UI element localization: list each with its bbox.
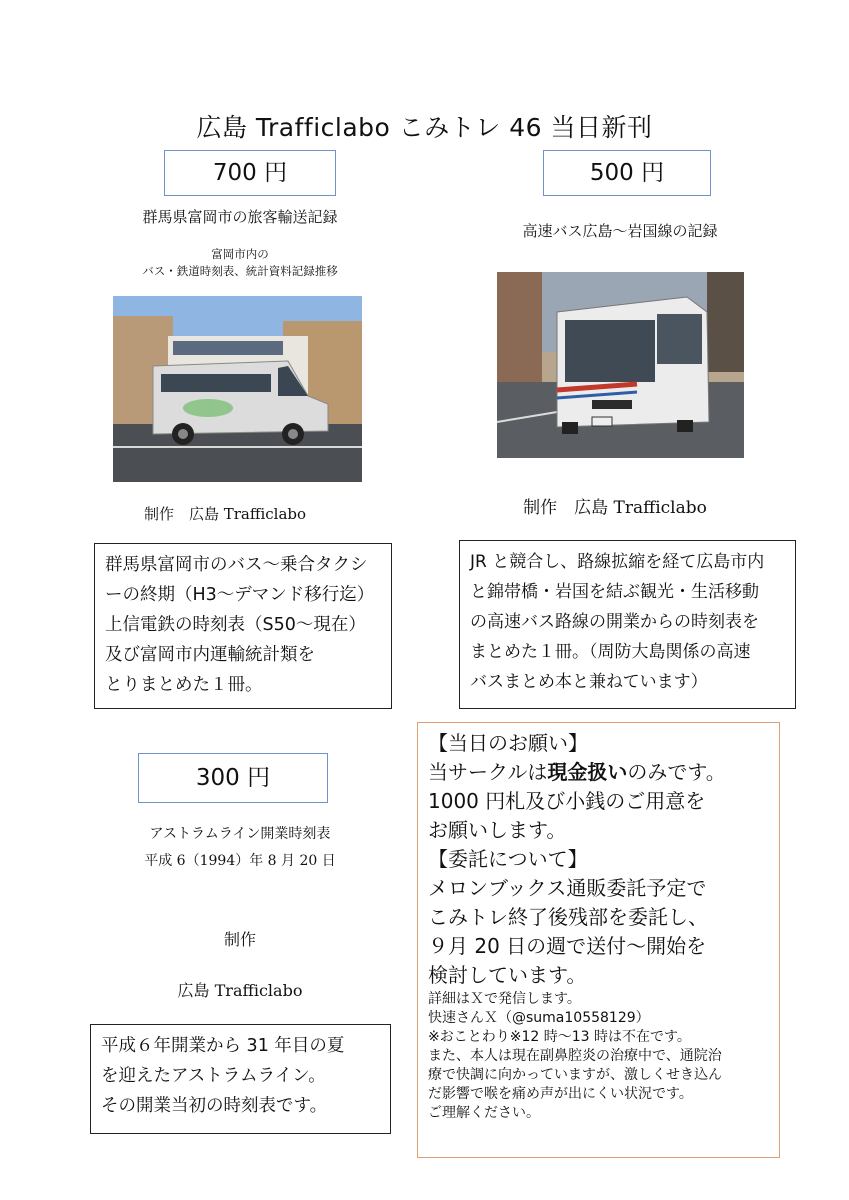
- notice-text: 当サークルは: [428, 760, 548, 784]
- item3-credit-label: 制作: [223, 930, 256, 949]
- item1-desc-line: とりまとめた１冊。: [105, 675, 263, 695]
- item2-credit: 制作 広島 Trafficlabo: [523, 498, 707, 518]
- item2-desc-line: JR と競合し、路線拡縮を経て広島市内: [470, 552, 765, 572]
- item1-subtitle-2: バス・鉄道時刻表、統計資料記録推移: [142, 264, 338, 278]
- item3-credit-name: 広島 Trafficlabo: [177, 981, 303, 1000]
- notice-line: こみトレ終了後残部を委託し、: [428, 905, 708, 929]
- price-box-700: 700 円: [164, 150, 336, 196]
- notice-cash-only: [428, 758, 769, 787]
- notice-text: のみです。: [627, 760, 726, 784]
- notice-heading-consignment: 【委託について】: [428, 847, 588, 871]
- notice-line: 1000 円札及び小銭のご用意を: [428, 789, 706, 813]
- item1-desc-line: ーの終期（H3～デマンド移行迄）: [105, 585, 375, 605]
- notice-line: ９月 20 日の週で送付～開始を: [428, 934, 707, 958]
- item3-title: アストラムライン開業時刻表: [149, 826, 331, 842]
- item2-desc-line: と錦帯橋・岩国を結ぶ観光・生活移動: [470, 582, 759, 602]
- item1-description: [94, 543, 392, 709]
- item1-title: 群馬県富岡市の旅客輸送記録: [142, 208, 338, 226]
- notice-small-line: 療で快調に向かっていますが、激しくせき込ん: [428, 1067, 722, 1083]
- notice-small-line: 詳細はＸで発信します。: [428, 991, 581, 1007]
- item3-desc-line: 平成６年開業から 31 年目の夏: [101, 1036, 345, 1056]
- item2-description: [459, 540, 796, 709]
- item1-desc-line: 群馬県富岡市のバス～乗合タクシ: [105, 555, 368, 575]
- highway-bus-photo: [497, 272, 744, 458]
- item1-credit: 制作 広島 Trafficlabo: [143, 505, 307, 523]
- notice-small-line: 快速さんＸ（@suma10558129）: [428, 1010, 650, 1026]
- notice-line: お願いします。: [428, 818, 567, 842]
- item2-desc-line: の高速バス路線の開業からの時刻表を: [470, 612, 759, 632]
- notice-heading-request: 【当日のお願い】: [428, 731, 588, 755]
- item3-desc-line: を迎えたアストラムライン。: [101, 1066, 326, 1086]
- notice-small-line: だ影響で喉を痛め声が出にくい状況です。: [428, 1086, 693, 1102]
- notice-box: [417, 722, 780, 1158]
- price-box-300: 300 円: [138, 753, 328, 803]
- price-box-500: 500 円: [543, 150, 711, 196]
- item2-title: 高速バス広島～岩国線の記録: [522, 222, 718, 240]
- page-title: 広島 Trafficlabo こみトレ 46 当日新刊: [196, 113, 653, 142]
- item1-subtitle-1: 富岡市内の: [211, 247, 269, 261]
- item2-desc-line: バスまとめ本と兼ねています）: [470, 672, 708, 692]
- notice-line: 検討しています。: [428, 963, 587, 987]
- item1-desc-line: 及び富岡市内運輸統計類を: [105, 645, 315, 665]
- item2-desc-line: まとめた１冊。（周防大島関係の高速: [470, 642, 751, 662]
- notice-small-line: ご理解ください。: [428, 1105, 540, 1121]
- item3-description: [90, 1024, 391, 1134]
- notice-small-line: ※おことわり※12 時～13 時は不在です。: [428, 1029, 691, 1045]
- notice-line: メロンブックス通販委託予定で: [428, 876, 707, 900]
- item3-date: 平成 6（1994）年 8 月 20 日: [144, 853, 336, 869]
- minibus-photo: [113, 296, 362, 482]
- item3-desc-line: その開業当初の時刻表です。: [101, 1096, 328, 1116]
- notice-emphasis: 現金扱い: [547, 760, 628, 784]
- notice-small-line: また、本人は現在副鼻腔炎の治療中で、通院治: [428, 1048, 722, 1064]
- item1-desc-line: 上信電鉄の時刻表（S50～現在）: [105, 615, 366, 635]
